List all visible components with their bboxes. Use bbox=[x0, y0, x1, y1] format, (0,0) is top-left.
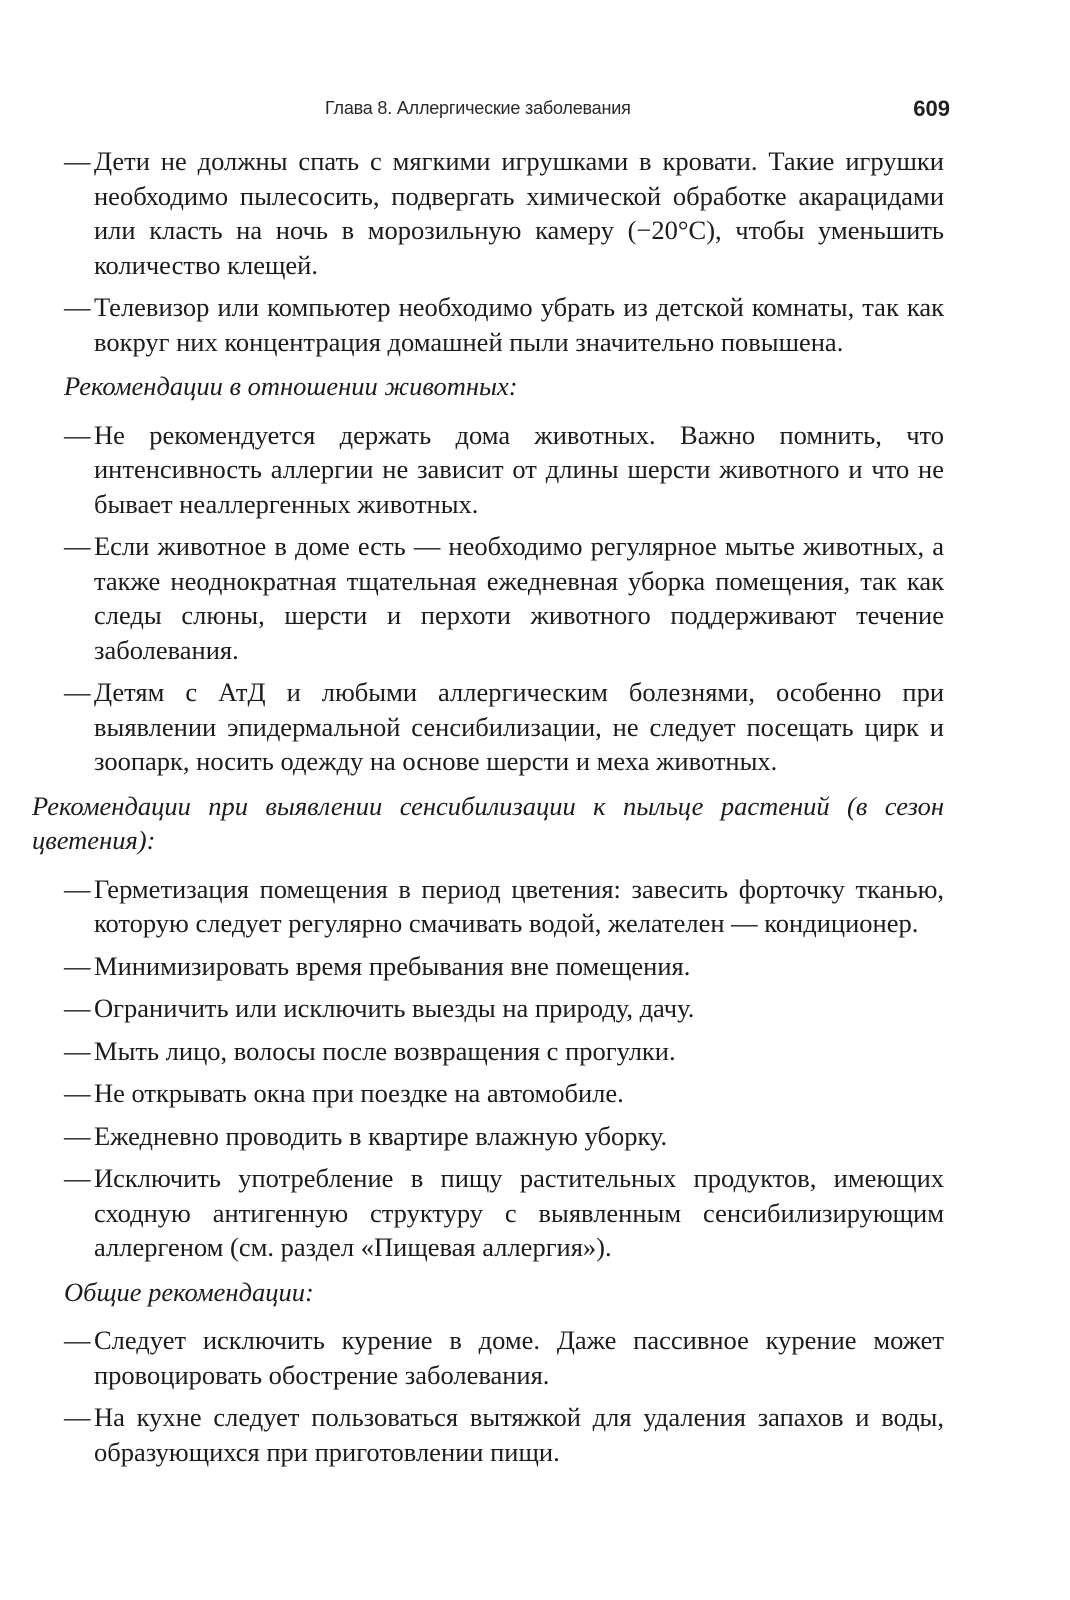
list-dash: — bbox=[64, 1402, 91, 1432]
list-item bbox=[64, 1034, 944, 1069]
page-body bbox=[32, 144, 944, 1477]
list-item-text: Ограничить или исключить выезды на природу, дачу. bbox=[94, 993, 695, 1023]
list-item-text: Минимизировать время пребывания вне помещения. bbox=[94, 950, 691, 981]
list-dash: — bbox=[64, 873, 91, 904]
list-item bbox=[64, 1161, 944, 1265]
list-dash: — bbox=[64, 950, 91, 981]
list-item-text: Не открывать окна при поездке на автомобиле. bbox=[94, 1078, 624, 1108]
list-item-text: Если животное в доме есть — необходимо регулярное мытье животных, а также неоднократная тщательная ежедневная уборка помещения, так как следы слюны, шерсти и перхоти животного поддерживают течение заболевания. bbox=[94, 531, 944, 665]
list-item-text: Мыть лицо, волосы после возвращения с прогулки. bbox=[94, 1035, 676, 1066]
list-item bbox=[64, 872, 944, 941]
running-header bbox=[0, 96, 1070, 126]
list-item bbox=[64, 675, 944, 779]
list-item-text: Герметизация помещения в период цветения: завесить форточку тканью, которую следует регулярно смачивать водой, желателен — кондиционер. bbox=[94, 873, 944, 938]
list-item bbox=[64, 949, 944, 984]
list-item bbox=[64, 1119, 944, 1154]
list-item bbox=[64, 1323, 944, 1392]
list-item-text: Исключить употребление в пищу растительных продуктов, имеющих сходную антигенную структуру с выявленным сенсибилизирующим аллергеном (см. раздел «Пищевая аллергия»). bbox=[94, 1163, 944, 1262]
chapter-title: Глава 8. Аллергические заболевания bbox=[325, 98, 631, 118]
list-dash: — bbox=[64, 1325, 91, 1355]
list-item bbox=[64, 529, 944, 667]
list-item-text: Телевизор или компьютер необходимо убрать из детской комнаты, так как вокруг них концентрация домашней пыли значительно повышена. bbox=[94, 292, 944, 357]
list-dash: — bbox=[64, 677, 91, 707]
list-item bbox=[64, 290, 944, 359]
list-dash: — bbox=[64, 1120, 91, 1151]
list-item bbox=[64, 1076, 944, 1111]
list-item-text: На кухне следует пользоваться вытяжкой для удаления запахов и воды, образующихся при приготовлении пищи. bbox=[94, 1402, 944, 1467]
list-dash: — bbox=[64, 993, 91, 1023]
list-dash: — bbox=[64, 1163, 91, 1193]
list-item-text: Детям с АтД и любыми аллергическим болезнями, особенно при выявлении эпидермальной сенсибилизации, не следует посещать цирк и зоопарк, носить одежду на основе шерсти и меха животных. bbox=[94, 677, 944, 776]
list-item-text: Дети не должны спать с мягкими игрушками в кровати. Такие игрушки необходимо пылесосить, подвергать химической обработке акарацидами или класть на ночь в морозильную камеру (−20°С), чтобы уменьшить количество клещей. bbox=[94, 146, 944, 280]
list-dash: — bbox=[64, 1035, 91, 1066]
list-item-text: Ежедневно проводить в квартире влажную уборку. bbox=[94, 1120, 668, 1151]
list-dash: — bbox=[64, 1078, 91, 1108]
list-dash: — bbox=[64, 292, 91, 322]
list-item bbox=[64, 418, 944, 522]
list-item bbox=[64, 1400, 944, 1469]
section-heading-pollen: Рекомендации при выявлении сенсибилизации к пыльце растений (в сезон цветения): bbox=[32, 790, 944, 855]
list-item-text: Не рекомендуется держать дома животных. Важно помнить, что интенсивность аллергии не зависит от длины шерсти животного и что не бывает неаллергенных животных. bbox=[94, 419, 944, 519]
list-dash: — bbox=[64, 531, 91, 561]
list-item-text: Следует исключить курение в доме. Даже пассивное курение может провоцировать обострение заболевания. bbox=[94, 1325, 944, 1390]
list-dash: — bbox=[64, 419, 91, 450]
list-item bbox=[64, 991, 944, 1026]
list-item bbox=[64, 144, 944, 282]
section-heading-animals: Рекомендации в отношении животных: bbox=[64, 371, 518, 401]
section-heading-general: Общие рекомендации: bbox=[64, 1276, 314, 1307]
page-number: 609 bbox=[913, 96, 950, 121]
list-dash: — bbox=[64, 146, 91, 176]
